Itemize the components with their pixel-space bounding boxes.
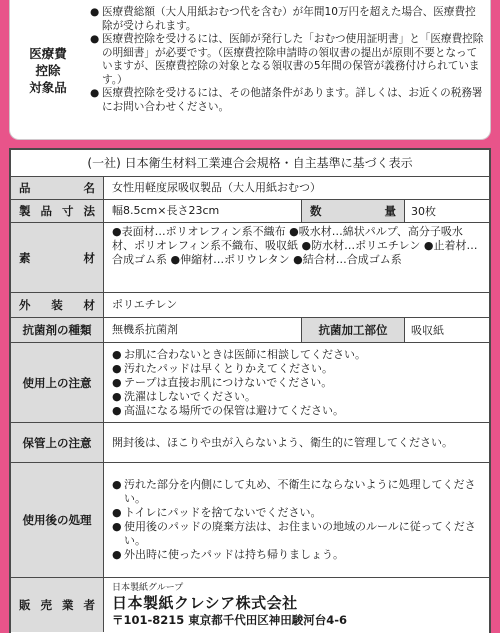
product-name-value: 女性用軽度尿吸収製品（大人用紙おむつ）	[112, 181, 321, 194]
list-item: ● トイレにパッドを捨てないでください。	[112, 506, 322, 519]
antibacterial-type-label: 抗菌剤の種類	[11, 318, 104, 342]
row-product-size	[11, 200, 489, 223]
quantity-value: 30枚	[411, 205, 436, 218]
bullet-icon: ●	[112, 389, 122, 403]
list-item: ● 使用後のパッドの廃棄方法は、お住まいの地域のルールに従ってください。	[112, 520, 476, 547]
list-item: ● 汚れたパッドは早くとりかえてください。	[112, 361, 333, 375]
seller-info	[104, 578, 489, 632]
medical-deduction-notes	[90, 6, 486, 114]
medical-note: ● 医療費総額（大人用紙おむつ代を含む）が年間10万円を超えた場合、医療費控除が受けられます。	[90, 6, 476, 32]
quantity-label: 数 量	[301, 200, 405, 222]
seller-group: 日本製紙グループ	[112, 582, 184, 593]
row-storage-cautions	[11, 423, 489, 463]
seller-address: 〒101-8215 東京都千代田区神田駿河台4-6	[112, 612, 348, 627]
medical-note: ● 医療費控除を受けるには、医師が発行した「おむつ使用証明書」と「医療費控除の明細書」が必要です。（医療費控除申請時の領収書の提出が原則不要となっていますが、医療費控除の対象となる領収書の5年間の保管が義務付けられています。）	[90, 33, 484, 86]
bullet-icon: ●	[112, 375, 122, 389]
medical-label-line: 控除	[35, 62, 61, 78]
outer-packaging-label: 外 装 材	[11, 293, 104, 317]
antibacterial-part-label: 抗菌加工部位	[301, 318, 405, 342]
antibacterial-type-value: 無機系抗菌剤	[112, 323, 178, 336]
bullet-icon: ●	[112, 403, 122, 417]
row-disposal	[11, 463, 489, 578]
material-value: ●表面材…ポリオレフィン系不織布 ●吸水材…綿状パルプ、高分子吸水材、ポリオレフィン系不織布、吸収紙 ●防水材…ポリエチレン ●止着材…合成ゴム系 ●伸縮材…ポリウレタン ●結合材…合成ゴム系	[112, 225, 478, 266]
material-label: 素 材	[11, 223, 104, 292]
row-seller	[11, 578, 489, 632]
storage-cautions-value: 開封後は、ほこりや虫が入らないよう、衛生的に管理してください。	[112, 435, 453, 449]
medical-deduction-box	[9, 0, 491, 140]
storage-cautions-label: 保管上の注意	[11, 423, 104, 462]
list-item: ● 洗濯はしないでください。	[112, 389, 256, 403]
row-product-name	[11, 177, 489, 200]
bullet-icon: ●	[90, 87, 100, 99]
list-item: ● 外出時に使ったパッドは持ち帰りましょう。	[112, 548, 344, 561]
bullet-icon: ●	[112, 347, 122, 361]
antibacterial-part-value: 吸収紙	[411, 324, 444, 337]
list-item: ● 汚れた部分を内側にして丸め、不衛生にならないように処理してください。	[112, 478, 476, 505]
product-info-table	[9, 148, 491, 633]
product-size-label: 製 品 寸 法	[11, 200, 104, 222]
bullet-icon: ●	[112, 361, 122, 375]
bullet-icon: ●	[112, 506, 122, 519]
medical-label-line: 対象品	[29, 79, 67, 95]
medical-note: ● 医療費控除を受けるには、その他諸条件があります。詳しくは、お近くの税務署にお問い合わせください。	[90, 87, 483, 113]
row-material	[11, 223, 489, 293]
disposal-list	[104, 463, 489, 577]
bullet-icon: ●	[112, 478, 122, 491]
disposal-label: 使用後の処理	[11, 463, 104, 577]
seller-name: 日本製紙クレシア株式会社	[112, 593, 298, 612]
bullet-icon: ●	[90, 6, 100, 18]
outer-packaging-value: ポリエチレン	[112, 298, 178, 311]
bullet-icon: ●	[112, 548, 122, 561]
list-item: ● お肌に合わないときは医師に相談してください。	[112, 347, 366, 361]
list-item: ● テープは直接お肌につけないでください。	[112, 375, 333, 389]
product-name-label: 品 名	[11, 177, 104, 199]
row-antibacterial	[11, 318, 489, 343]
bullet-icon: ●	[90, 33, 100, 45]
row-usage-cautions	[11, 343, 489, 423]
medical-label-line: 医療費	[29, 45, 67, 61]
bullet-icon: ●	[112, 520, 122, 533]
usage-cautions-list	[104, 343, 489, 422]
usage-cautions-label: 使用上の注意	[11, 343, 104, 422]
medical-deduction-label	[10, 0, 86, 140]
seller-label: 販 売 業 者	[11, 578, 104, 632]
row-outer-packaging	[11, 293, 489, 318]
list-item: ● 高温になる場所での保管は避けてください。	[112, 403, 344, 417]
table-header: (一社) 日本衛生材料工業連合会規格・自主基準に基づく表示	[11, 150, 489, 177]
product-size-value: 幅8.5cm×長さ23cm	[112, 204, 220, 217]
